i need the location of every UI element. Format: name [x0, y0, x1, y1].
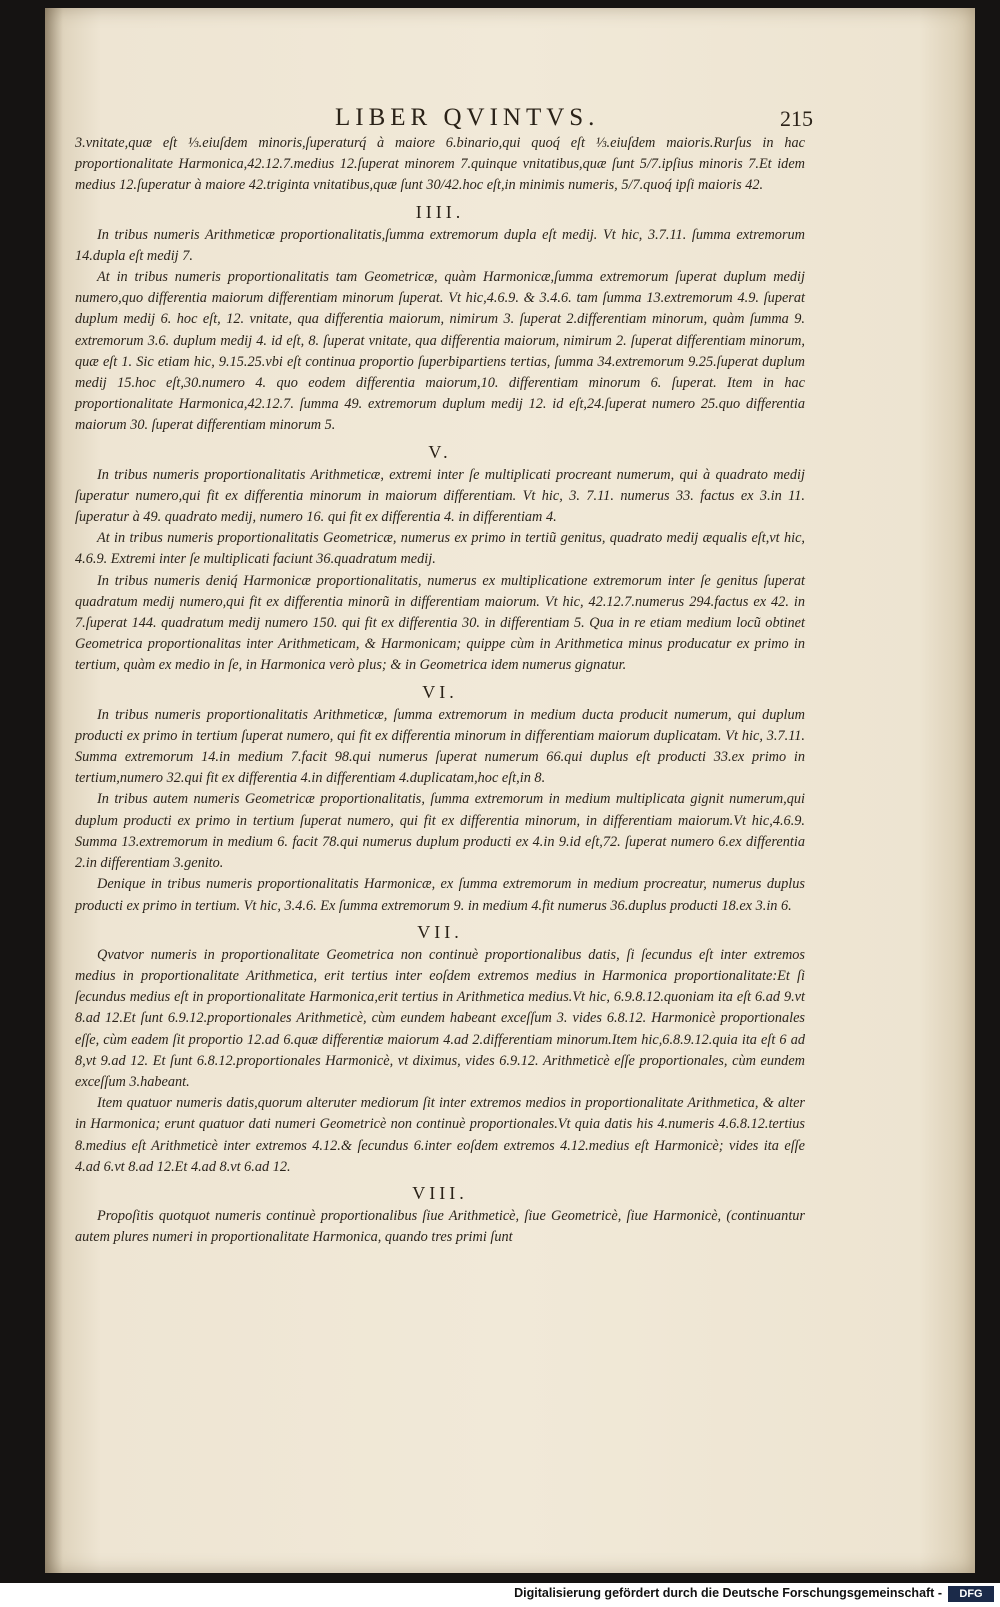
- paragraph: At in tribus numeris proportionalitatis tam Geometricæ, quàm Harmonicæ,ſumma extremorum ſuperat duplum medij numero,quo differentia maiorum differentiam minorum ſuperat. Vt hic,4.6.9. & 3.4.6. tam ſumma 13.extremorum 4.9. ſuperat duplum medij 6. hoc eſt, 12. vnitate, qua differentia maiorum, nimirum 3. ſuperat 2.differentiam minorum, quàm ſumma 9. extremorum 3.6. duplum medij 4. id eſt, 8. ſuperat vnitate, qua differentia maiorum, nimirum 2. ſuperat differentiam minorum, quæ eſt 1. Sic etiam hic, 9.15.25.vbi eſt continua proportio ſuperbipartiens tertias, ſumma 34.extremorum 9.25.ſuperat duplum medij 15.hoc eſt,30.numero 4. quo eodem differentia maiorum,10. differentiam minorum 6. ſuperat. Item in hac proportionalitate Harmonica,42.12.7. ſumma 49. extremorum duplum medij 12. id eſt,24.ſuperat numero 25.quo differentia maiorum 30. ſuperat differentiam minorum 5.: [75, 269, 805, 434]
- paragraph: In tribus numeris Arithmeticæ proportionalitatis,ſumma extremorum dupla eſt medij. Vt hic, 3.7.11. ſumma extremorum 14.dupla eſt medij 7.: [75, 226, 805, 264]
- funding-notice: Digitalisierung gefördert durch die Deutsche Forschungsgemeinschaft -: [514, 1586, 942, 1600]
- paragraph: In tribus numeris proportionalitatis Arithmeticæ, extremi inter ſe multiplicati procreant numerum, qui à quadrato medij ſuperatur numero,qui fit ex differentia minorum in maiorum differentiam. Vt hic, 3. 7.11. numerus 33. factus ex 3.in 11. ſuperatur à 49. quadrato medij, numero 16. qui fit ex differentia 4. in differentiam 4.: [75, 466, 805, 526]
- paragraph: Propoſitis quotquot numeris continuè proportionalibus ſiue Arithmeticè, ſiue Geometricè, ſiue Harmonicè, (continuantur autem plures numeri in proportionalitate Harmonica, quando tres primi ſunt: [75, 1207, 805, 1246]
- paragraph: Denique in tribus numeris proportionalitatis Harmonicæ, ex ſumma extremorum in medium procreatur, numerus duplus producti ex primo in tertium. Vt hic, 3.4.6. Ex ſumma extremorum 9. in medium 4.fit numerus 36.duplus producti 18.ex 3.in 6.: [75, 876, 805, 914]
- section-heading: VII.: [417, 921, 463, 942]
- paragraph: In tribus numeris proportionalitatis Arithmeticæ, ſumma extremorum in medium ducta producit numerum, qui duplum producti ex primo in tertium ſuperat numero, qui fit ex differentia minorum in differentiam maiorum duplicatam. Vt hic, 3.7.11. Summa extremorum 14.in medium 7.facit 98.qui numerus ſuperat numerum 66.qui duplus eſt producti 33.ex primo in tertium,numero 32.qui fit ex differentia 4.in differentiam 4.duplicatam,hoc eſt,in 8.: [75, 706, 805, 787]
- dfg-logo: DFG: [948, 1586, 994, 1602]
- section-heading: IIII.: [415, 201, 465, 222]
- section-heading: VIII.: [412, 1182, 468, 1203]
- paragraph: In tribus autem numeris Geometricæ proportionalitatis, ſumma extremorum in medium multiplicata gignit numerum,qui duplum producti ex primo in tertium ſuperat numero, qui fit ex differentia minorum, in differentiam maiorum.Vt hic,4.6.9. Summa 13.extremorum in medium 6. facit 78.qui numerus duplum producti ex 4.in 9.id eſt,72. ſuperat numero 6.ex differentia 2.in differentiam 3.genito.: [75, 791, 805, 872]
- section-heading: V.: [428, 441, 452, 462]
- running-title: LIBER QVINTVS.: [335, 104, 600, 131]
- book-page: [45, 8, 975, 1573]
- page-number: 215: [780, 106, 813, 131]
- paragraph: In tribus numeris deniq́ Harmonicæ proportionalitatis, numerus ex multiplicatione extremorum inter ſe genitus ſuperat quadratum medij numero,qui fit ex differentia minorũ in differentiam maiorum. Vt hic, 42.12.7.numerus 294.factus ex 42. in 7.ſuperat 144. quadratum medij numero 150. qui fit ex differentia 30. in differentiam 5. Qua in re etiam medium locũ obtinet Geometrica proportionalitas inter Arithmeticam, & Harmonicam; quippe cùm in Arithmetica minus producatur ex primo in tertium, quàm ex medio in ſe, in Harmonica verò plus; & in Geometrica idem numerus gignatur.: [75, 572, 805, 674]
- page-body: [75, 133, 805, 1248]
- paragraph: At in tribus numeris proportionalitatis Geometricæ, numerus ex primo in tertiũ genitus, quadrato medij æqualis eſt,vt hic, 4.6.9. Extremi inter ſe multiplicati faciunt 36.quadratum medij.: [75, 530, 805, 568]
- page-spine-shadow: [45, 8, 63, 1573]
- paragraph: Qvatvor numeris in proportionalitate Geometrica non continuè proportionalibus datis, ſi ſecundus eſt inter extremos medius in proportionalitate Arithmetica, erit tertius inter eoſdem extremos medius in Harmonica proportionalitate:Et ſi ſecundus medius eſt in proportionalitate Harmonica,erit tertius in Arithmetica medius.Vt hic, 6.9.8.12.quoniam ita eſt 6.ad 9.vt 8.ad 12.Et ſunt 6.9.12.proportionales Arithmeticè, cùm eundem habeant exceſſum 3. vides 6.8.12. Harmonicè proportionales eſſe, cùm eadem ſit proportio 12.ad 6.quæ differentiæ maiorum 4.ad 2.differentiam minorum.Item hic,6.8.9.12.quia ita eſt 6 ad 8,vt 9.ad 12. Et ſunt 6.8.12.proportionales Harmonicè, vt diximus, vides 6.9.12. Arithmeticè eſſe proportionales, cùm eundem exceſſum 3.habeant.: [75, 946, 805, 1090]
- paragraph: 3.vnitate,quæ eſt ⅓.eiuſdem minoris,ſuperaturq́ à maiore 6.binario,qui quoq́ eſt ⅓.eiuſdem maioris.Rurſus in hac proportionalitate Harmonica,42.12.7.medius 12.ſuperat minorem 7.quinque vnitatibus,quæ ſunt 5/7.ipſius minoris 7.Et idem medius 12.ſuperatur à maiore 42.triginta vnitatibus,quæ ſunt 30/42.hoc eſt,in minimis numeris, 5/7.quoq́ ipſi maioris 42.: [75, 135, 805, 194]
- paragraph: Item quatuor numeris datis,quorum alteruter mediorum ſit inter extremos medios in proportionalitate Arithmetica, & alter in Harmonica; erunt quatuor dati numeri Geometricè non continuè proportionales.Vt quia datis his 4.numeris 4.6.8.12.tertius 8.medius eſt Arithmeticè inter extremos 4.12.& ſecundus 6.inter eoſdem extremos 4.12.medius eſt Harmonicè; vides ita eſſe 4.ad 6.vt 8.ad 12.Et 4.ad 8.vt 6.ad 12.: [75, 1095, 805, 1175]
- section-heading: VI.: [422, 681, 458, 702]
- footer-bar: [0, 1583, 1000, 1607]
